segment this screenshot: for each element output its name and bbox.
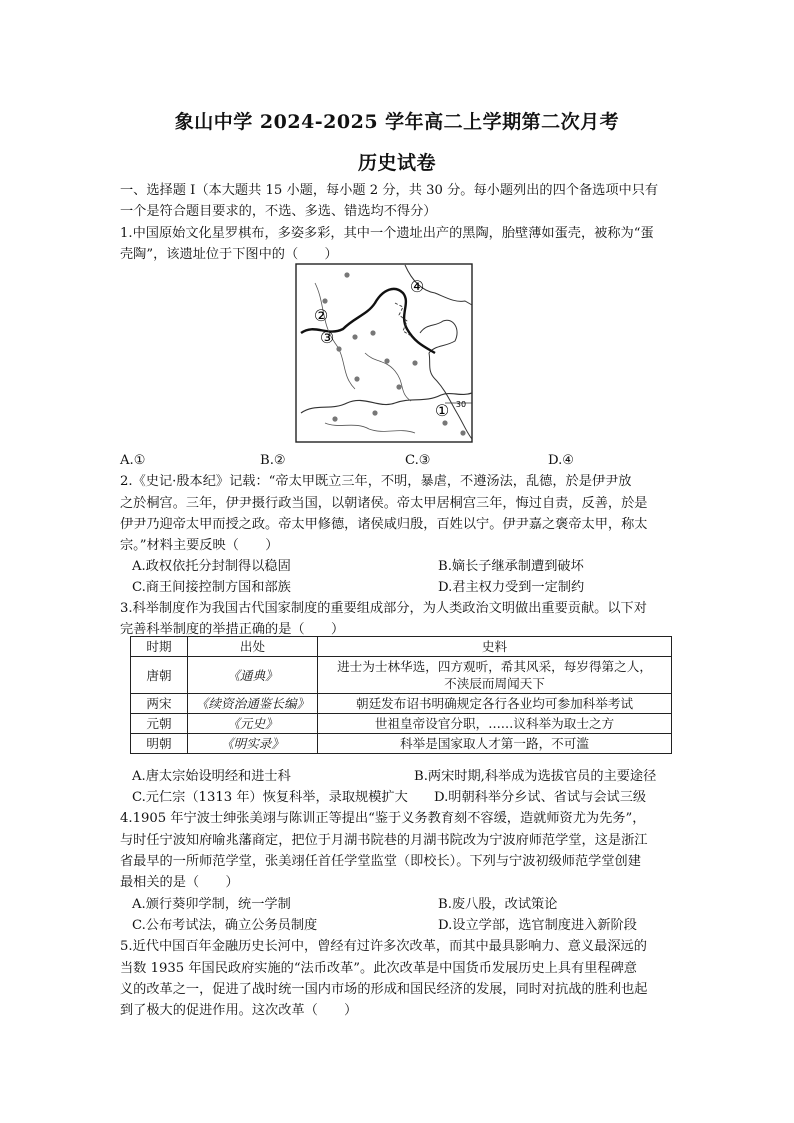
table-cell-source: 《元史》 [188, 714, 318, 734]
question-5-text: 义的改革之一，促进了战时统一国内市场的形成和国民经济的发展，同时对抗战的胜利也起 [120, 982, 648, 997]
q3-option-a[interactable]: A.唐太宗始设明经和进士科 [132, 769, 291, 784]
q1-option-d[interactable]: D.④ [548, 453, 575, 468]
map-label-4: ④ [409, 277, 425, 296]
table-cell-period: 明朝 [131, 734, 188, 754]
q3-option-d[interactable]: D.明朝科举分乡试、省试与会试三级 [434, 790, 647, 805]
question-1-text: 壳陶”，该遗址位于下图中的（ ） [120, 247, 338, 262]
question-2-text: 之於桐宫。三年，伊尹摄行政当国，以朝诸侯。帝太甲居桐宫三年，悔过自责，反善，於是 [120, 496, 648, 511]
q2-option-c[interactable]: C.商王间接控制方国和部族 [132, 580, 291, 595]
question-4-text: 与时任宁波知府喻兆藩商定，把位于月湖书院巷的月湖书院改为宁波府师范学堂，这是浙江 [120, 833, 648, 848]
table-header: 史料 [318, 637, 672, 657]
table-cell-text-line: 不浃辰而周闻天下 [444, 676, 545, 691]
question-4-text: 最相关的是（ ） [120, 875, 239, 890]
table-cell-text-line: 进士为士林华选，四方观听，希其风采，每岁得第之人， [337, 659, 652, 674]
q1-option-b[interactable]: B.② [260, 453, 286, 468]
q4-option-c[interactable]: C.公布考试法，确立公务员制度 [132, 918, 318, 933]
q2-option-a[interactable]: A.政权依托分封制得以稳固 [132, 559, 291, 574]
question-4-text: 4.1905 年宁波士绅张美翊与陈训正等提出“鉴于义务教育刻不容缓，造就师资尤为先务”， [120, 811, 646, 826]
table-row [131, 694, 672, 714]
section-instruction: 一个是符合题目要求的，不选、多选、错选均不得分） [120, 204, 437, 219]
table-header: 出处 [188, 637, 318, 657]
q4-option-d[interactable]: D.设立学部，选官制度进入新阶段 [438, 918, 637, 933]
q1-option-a[interactable]: A.① [120, 453, 146, 468]
question-5-text: 到了极大的促进作用。这次改革（ ） [120, 1003, 358, 1018]
table-header: 时期 [131, 637, 188, 657]
question-3-text: 3.科举制度作为我国古代国家制度的重要组成部分，为人类政治文明做出重要贡献。以下对 [120, 601, 647, 616]
q3-option-b[interactable]: B.两宋时期,科举成为选拔官员的主要途径 [414, 769, 657, 784]
table-cell-text [318, 657, 672, 694]
keju-source-table [130, 636, 672, 754]
table-cell-period: 元朝 [131, 714, 188, 734]
question-4-text: 省最早的一所师范学堂，张美翊任首任学堂监堂（即校长）。下列与宁波初级师范学堂创建 [120, 854, 641, 869]
q1-option-c[interactable]: C.③ [405, 453, 431, 468]
table-row [131, 714, 672, 734]
question-5-text: 当数 1935 年国民政府实施的“法币改革”。此次改革是中国货币发展历史上具有里程碑意 [120, 961, 637, 976]
table-cell-source: 《通典》 [188, 657, 318, 694]
q2-option-b[interactable]: B.嫡长子继承制遭到破坏 [438, 559, 584, 574]
q3-option-c[interactable]: C.元仁宗（1313 年）恢复科举，录取规模扩大 [132, 790, 408, 805]
q4-option-a[interactable]: A.颁行葵卯学制，统一学制 [132, 897, 291, 912]
table-cell-text: 朝廷发布诏书明确规定各行各业均可参加科举考试 [318, 694, 672, 714]
table-row [131, 657, 672, 694]
question-2-text: 宗。”材料主要反映（ ） [120, 538, 279, 553]
question-5-text: 5.近代中国百年金融历史长河中，曾经有过许多次改革，而其中最具影响力、意义最深远的 [120, 939, 647, 954]
table-cell-period: 两宋 [131, 694, 188, 714]
table-cell-text: 科举是国家取人才第一路，不可滥 [318, 734, 672, 754]
exam-title: 象山中学 2024-2025 学年高二上学期第二次月考 [174, 111, 620, 133]
ancient-china-map [295, 263, 473, 443]
question-2-text: 伊尹乃迎帝太甲而授之政。帝太甲修德，诸侯咸归殷，百姓以宁。伊尹嘉之褒帝太甲，称太 [120, 517, 648, 532]
section-instruction: 一、选择题 I（本大题共 15 小题，每小题 2 分，共 30 分。每小题列出的四个备选项中只有 [120, 183, 659, 198]
question-1-text: 1.中国原始文化星罗棋布，多姿多彩，其中一个遗址出产的黑陶，胎壁薄如蛋壳，被称为“蛋 [120, 226, 654, 241]
q2-option-d[interactable]: D.君主权力受到一定制约 [438, 580, 585, 595]
map-label-1: ① [434, 401, 450, 420]
question-3-text: 完善科举制度的举措正确的是（ ） [120, 622, 345, 637]
table-cell-source: 《续资治通鉴长编》 [188, 694, 318, 714]
map-label-3: ③ [319, 328, 335, 347]
table-cell-text: 世祖皇帝设官分职，……议科举为取士之方 [318, 714, 672, 734]
table-cell-period: 唐朝 [131, 657, 188, 694]
q4-option-b[interactable]: B.废八股，改试策论 [438, 897, 558, 912]
table-row [131, 734, 672, 754]
map-label-2: ② [313, 306, 329, 325]
table-header-row [131, 637, 672, 657]
table-cell-source: 《明实录》 [188, 734, 318, 754]
exam-subtitle: 历史试卷 [357, 152, 436, 174]
question-2-text: 2.《史记·殷本纪》记载：“帝太甲既立三年，不明，暴虐，不遵汤法，乱德，於是伊尹放 [120, 474, 632, 489]
map-latitude-label: 30 [455, 400, 467, 409]
